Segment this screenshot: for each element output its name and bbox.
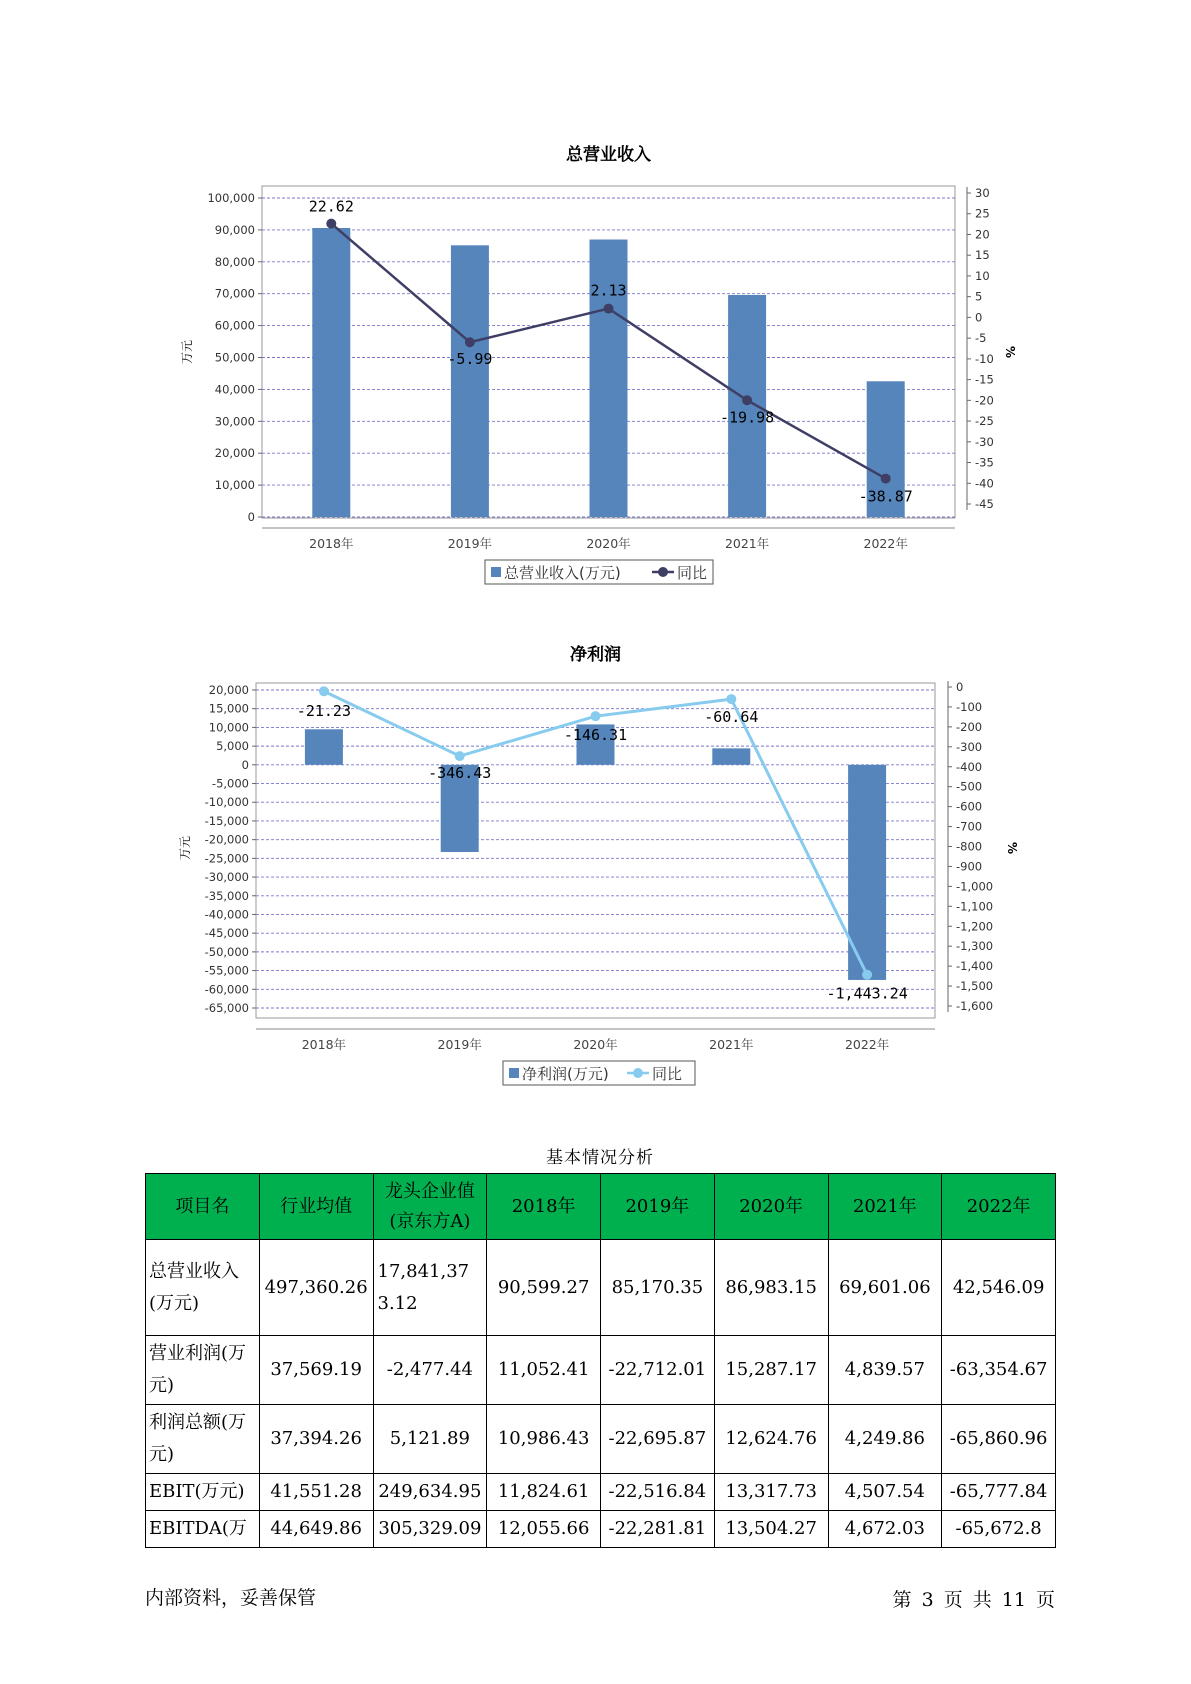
yoy-point bbox=[319, 686, 329, 696]
table-row bbox=[146, 1240, 1056, 1336]
x-category-label: 2021年 bbox=[724, 536, 770, 551]
y2-tick-label: -45 bbox=[975, 497, 994, 511]
table-cell: -65,672.8 bbox=[942, 1511, 1056, 1548]
data-label: -19.98 bbox=[720, 408, 775, 427]
y-tick-label: -45,000 bbox=[204, 926, 249, 941]
y-tick-label: 20,000 bbox=[214, 446, 255, 461]
x-category-label: 2019年 bbox=[447, 536, 493, 551]
legend-line-label: 同比 bbox=[652, 1065, 683, 1083]
yoy-point bbox=[742, 395, 752, 405]
table-cell: 42,546.09 bbox=[942, 1240, 1056, 1336]
header-cell: 2020年 bbox=[714, 1174, 828, 1240]
y2-tick-label: -15 bbox=[975, 372, 994, 387]
y-tick-label: 15,000 bbox=[208, 701, 249, 716]
bar bbox=[728, 295, 766, 517]
x-category-label: 2021年 bbox=[709, 1037, 754, 1052]
data-label: 22.62 bbox=[308, 197, 354, 216]
table-cell: -22,695.87 bbox=[601, 1405, 715, 1474]
y2-tick-label: -300 bbox=[956, 739, 983, 754]
footer-page-number: 第 3 页 共 11 页 bbox=[892, 1589, 1055, 1611]
row-label: EBITDA(万 bbox=[146, 1511, 260, 1548]
table-cell: 15,287.17 bbox=[714, 1336, 828, 1405]
bar bbox=[712, 748, 750, 764]
legend-bar-swatch bbox=[491, 567, 501, 577]
y2-tick-label: 20 bbox=[975, 227, 990, 242]
table-cell: -65,860.96 bbox=[942, 1405, 1056, 1474]
y-tick-label: -20,000 bbox=[204, 832, 249, 847]
y-tick-label: 100,000 bbox=[207, 191, 255, 205]
table-row bbox=[146, 1511, 1056, 1548]
y2-tick-label: -25 bbox=[975, 414, 994, 429]
table-caption: 基本情况分析 bbox=[546, 1148, 654, 1168]
data-label: -1,443.24 bbox=[826, 984, 908, 1003]
table-cell: 4,507.54 bbox=[828, 1474, 942, 1511]
y2-tick-label: 25 bbox=[975, 206, 990, 221]
y2-tick-label: -5 bbox=[975, 331, 987, 346]
row-label: 利润总额(万元) bbox=[146, 1405, 260, 1474]
x-category-label: 2019年 bbox=[437, 1037, 482, 1052]
yoy-point bbox=[881, 474, 891, 484]
y-tick-label: 10,000 bbox=[214, 478, 255, 493]
y2-tick-label: -1,400 bbox=[956, 959, 994, 974]
yoy-point bbox=[326, 219, 336, 229]
row-label: 总营业收入(万元) bbox=[146, 1240, 260, 1336]
header-cell: 行业均值 bbox=[259, 1174, 373, 1240]
bar bbox=[305, 729, 343, 765]
table-cell: 4,249.86 bbox=[828, 1405, 942, 1474]
header-cell: 项目名 bbox=[146, 1174, 260, 1240]
data-label: -38.87 bbox=[858, 487, 913, 506]
y-axis-title: 万元 bbox=[180, 339, 194, 365]
y-tick-label: 30,000 bbox=[214, 414, 255, 429]
y-tick-label: -25,000 bbox=[204, 851, 249, 866]
x-category-label: 2020年 bbox=[573, 1037, 618, 1052]
y2-tick-label: -35 bbox=[975, 455, 994, 470]
y-tick-label: -35,000 bbox=[204, 888, 249, 903]
table-cell: 4,672.03 bbox=[828, 1511, 942, 1548]
header-cell: 龙头企业值(京东方A) bbox=[373, 1174, 487, 1240]
chart-title: 总营业收入 bbox=[566, 145, 651, 165]
data-label: -5.99 bbox=[447, 350, 493, 369]
y2-axis-title: % bbox=[1005, 841, 1019, 855]
y-tick-label: 70,000 bbox=[214, 286, 255, 301]
table-cell: 85,170.35 bbox=[601, 1240, 715, 1336]
y-tick-label: -60,000 bbox=[204, 982, 249, 997]
legend-bar-label: 总营业收入(万元) bbox=[504, 564, 621, 582]
y-tick-label: 0 bbox=[241, 757, 249, 772]
table-cell: 90,599.27 bbox=[487, 1240, 601, 1336]
legend-bar-swatch bbox=[509, 1068, 519, 1078]
table-cell: 17,841,373.12 bbox=[373, 1240, 487, 1336]
legend-line-marker bbox=[633, 1068, 643, 1078]
y2-tick-label: 0 bbox=[975, 310, 983, 325]
header-cell: 2021年 bbox=[828, 1174, 942, 1240]
table-header-row bbox=[146, 1174, 1056, 1240]
y2-tick-label: -800 bbox=[956, 839, 983, 854]
y2-tick-label: -10 bbox=[975, 351, 994, 366]
bar bbox=[451, 245, 489, 517]
y2-tick-label: -100 bbox=[956, 699, 983, 714]
y-tick-label: -10,000 bbox=[204, 795, 249, 810]
yoy-point bbox=[465, 337, 475, 347]
x-category-label: 2020年 bbox=[586, 536, 631, 551]
y2-tick-label: 30 bbox=[975, 186, 990, 200]
bar bbox=[312, 228, 350, 517]
data-label: -21.23 bbox=[296, 702, 351, 721]
y-tick-label: 40,000 bbox=[214, 382, 255, 397]
table-cell: -22,281.81 bbox=[601, 1511, 715, 1548]
y-tick-label: 0 bbox=[247, 510, 255, 524]
y2-tick-label: -700 bbox=[956, 819, 983, 834]
y2-tick-label: -1,200 bbox=[956, 919, 994, 934]
y-tick-label: 90,000 bbox=[214, 222, 255, 237]
y2-tick-label: -1,500 bbox=[956, 979, 994, 994]
legend-line-marker bbox=[658, 567, 668, 577]
data-label: -60.64 bbox=[704, 708, 759, 727]
table-cell: -22,516.84 bbox=[601, 1474, 715, 1511]
y-tick-label: 50,000 bbox=[214, 350, 255, 365]
footer-confidential-note: 内部资料，妥善保管 bbox=[145, 1587, 317, 1609]
y-tick-label: 60,000 bbox=[214, 318, 255, 333]
y2-axis-title: % bbox=[1003, 345, 1017, 359]
table-cell: -2,477.44 bbox=[373, 1336, 487, 1405]
y2-tick-label: 5 bbox=[975, 289, 983, 304]
table-cell: 37,569.19 bbox=[259, 1336, 373, 1405]
table-cell: 12,055.66 bbox=[487, 1511, 601, 1548]
y2-tick-label: -1,100 bbox=[956, 899, 994, 914]
y-tick-label: -55,000 bbox=[204, 963, 249, 978]
y-tick-label: 10,000 bbox=[208, 720, 249, 735]
y2-tick-label: -1,300 bbox=[956, 939, 994, 954]
y-tick-label: 80,000 bbox=[214, 254, 255, 269]
legend-bar-label: 净利润(万元) bbox=[522, 1065, 609, 1083]
y-axis-title: 万元 bbox=[178, 835, 192, 861]
y2-tick-label: -200 bbox=[956, 719, 983, 734]
y2-tick-label: -1,000 bbox=[956, 879, 994, 894]
row-label: 营业利润(万元) bbox=[146, 1336, 260, 1405]
table-cell: 305,329.09 bbox=[373, 1511, 487, 1548]
table-cell: 11,052.41 bbox=[487, 1336, 601, 1405]
table-cell: 10,986.43 bbox=[487, 1405, 601, 1474]
header-cell: 2019年 bbox=[601, 1174, 715, 1240]
x-category-label: 2022年 bbox=[844, 1037, 890, 1052]
y-tick-label: 20,000 bbox=[208, 683, 249, 697]
y2-tick-label: -400 bbox=[956, 759, 983, 774]
table-cell: 249,634.95 bbox=[373, 1474, 487, 1511]
table-row bbox=[146, 1474, 1056, 1511]
y-tick-label: -40,000 bbox=[204, 907, 249, 922]
y2-tick-label: -900 bbox=[956, 859, 983, 874]
table-cell: -65,777.84 bbox=[942, 1474, 1056, 1511]
y2-tick-label: 10 bbox=[975, 268, 990, 283]
table-row bbox=[146, 1405, 1056, 1474]
table-cell: 497,360.26 bbox=[259, 1240, 373, 1336]
y2-tick-label: 15 bbox=[975, 248, 990, 263]
yoy-point bbox=[726, 694, 736, 704]
header-cell: 2022年 bbox=[942, 1174, 1056, 1240]
table-row bbox=[146, 1336, 1056, 1405]
table-cell: 37,394.26 bbox=[259, 1405, 373, 1474]
net-profit-chart bbox=[0, 630, 1191, 1100]
legend-line-label: 同比 bbox=[677, 564, 708, 582]
row-label: EBIT(万元) bbox=[146, 1474, 260, 1511]
table-cell: 86,983.15 bbox=[714, 1240, 828, 1336]
yoy-point bbox=[604, 304, 614, 314]
basic-analysis-table bbox=[145, 1173, 1056, 1548]
table-cell: 12,624.76 bbox=[714, 1405, 828, 1474]
y-tick-label: -65,000 bbox=[204, 1001, 249, 1015]
x-category-label: 2018年 bbox=[301, 1037, 347, 1052]
table-cell: -22,712.01 bbox=[601, 1336, 715, 1405]
table-cell: 5,121.89 bbox=[373, 1405, 487, 1474]
table-cell: 11,824.61 bbox=[487, 1474, 601, 1511]
y-tick-label: -15,000 bbox=[204, 813, 249, 828]
table-cell: 13,317.73 bbox=[714, 1474, 828, 1511]
y2-tick-label: 0 bbox=[956, 680, 964, 694]
table-cell: 44,649.86 bbox=[259, 1511, 373, 1548]
y2-tick-label: -1,600 bbox=[956, 999, 994, 1013]
y-tick-label: -5,000 bbox=[211, 776, 249, 791]
y-tick-label: 5,000 bbox=[216, 739, 249, 754]
table-cell: 4,839.57 bbox=[828, 1336, 942, 1405]
y2-tick-label: -30 bbox=[975, 434, 994, 449]
table-cell: 41,551.28 bbox=[259, 1474, 373, 1511]
yoy-point bbox=[862, 970, 872, 980]
header-cell: 2018年 bbox=[487, 1174, 601, 1240]
y-tick-label: -30,000 bbox=[204, 870, 249, 885]
table-cell: -63,354.67 bbox=[942, 1336, 1056, 1405]
yoy-point bbox=[591, 711, 601, 721]
y2-tick-label: -20 bbox=[975, 393, 994, 408]
y2-tick-label: -500 bbox=[956, 779, 983, 794]
x-category-label: 2018年 bbox=[309, 536, 354, 551]
y2-tick-label: -600 bbox=[956, 799, 983, 814]
data-label: -146.31 bbox=[563, 726, 628, 745]
table-cell: 69,601.06 bbox=[828, 1240, 942, 1336]
data-label: -346.43 bbox=[428, 764, 492, 783]
table-cell: 13,504.27 bbox=[714, 1511, 828, 1548]
chart-title: 净利润 bbox=[570, 645, 621, 665]
revenue-chart bbox=[0, 130, 1191, 600]
y2-tick-label: -40 bbox=[975, 476, 994, 491]
y-tick-label: -50,000 bbox=[204, 944, 249, 959]
data-label: 2.13 bbox=[590, 281, 627, 300]
yoy-point bbox=[455, 751, 465, 761]
x-category-label: 2022年 bbox=[863, 536, 908, 551]
